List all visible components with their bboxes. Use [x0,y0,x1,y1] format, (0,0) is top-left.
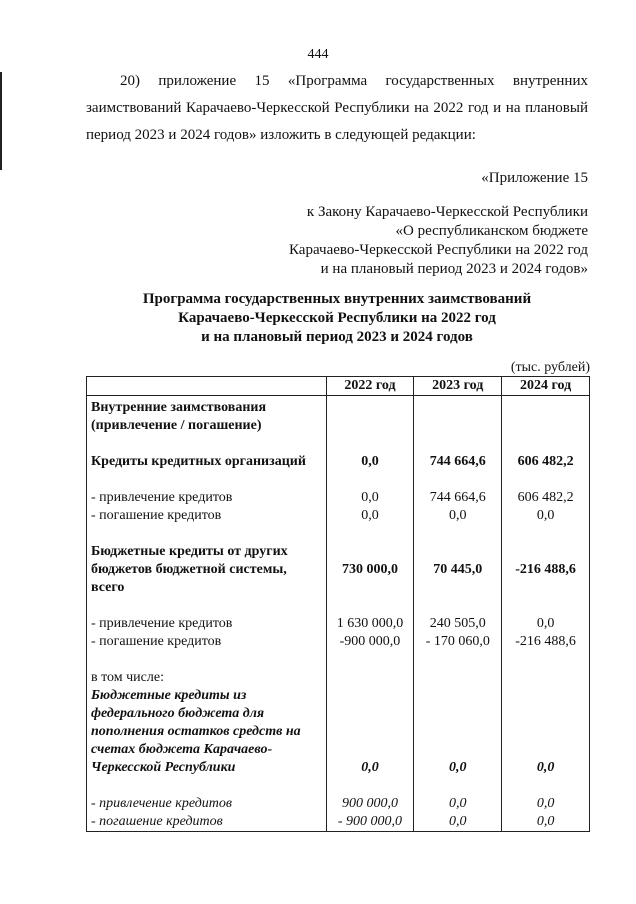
cell-2022: 0,0 [326,453,414,471]
cell-2023: 0,0 [414,813,502,832]
header-2023: 2023 год [414,377,502,396]
row-label: - погашение кредитов [87,633,327,651]
table-row [87,669,590,687]
appendix-title: «Приложение 15 [481,170,588,186]
cell-2023: 240 505,0 [414,615,502,633]
intro-line-1: 20) приложение 15 «Программа государственных внутренних [120,73,588,89]
cell-2024: -216 488,6 [502,633,590,651]
law-reference [289,203,588,279]
cell-2022: 0,0 [326,507,414,525]
table-row [87,543,590,597]
cell-2022: 900 000,0 [326,795,414,813]
including-label: в том числе: [87,669,327,687]
cell-2024: 0,0 [502,813,590,832]
document-title [86,290,588,347]
row-label: - погашение кредитов [87,507,327,525]
cell-2023: 0,0 [414,507,502,525]
header-name [87,377,327,396]
table-row [87,615,590,633]
row-label: - привлечение кредитов [87,795,327,813]
table-row [87,633,590,651]
law-ref-line-3: Карачаево-Черкесской Республики на 2022 год [289,242,588,258]
cell-2022: 0,0 [326,489,414,507]
cell-2023: 0,0 [414,687,502,777]
cell-2024: -216 488,6 [502,543,590,597]
title-line-1: Программа государственных внутренних заимствований [142,291,532,307]
cell-2022: 0,0 [326,687,414,777]
header-2022: 2022 год [326,377,414,396]
title-line-3: и на плановый период 2023 и 2024 годов [201,329,473,345]
law-ref-line-4: и на плановый период 2023 и 2024 годов» [320,261,588,277]
table-row [87,489,590,507]
cell-2022: 1 630 000,0 [326,615,414,633]
cell-2024: 0,0 [502,507,590,525]
table-row [87,507,590,525]
section-title: Внутренние заимствования (привлечение / погашение) [87,396,327,436]
cell-2022: 730 000,0 [326,543,414,597]
margin-line [0,72,2,170]
cell-2024: 606 482,2 [502,489,590,507]
cell-2023: 70 445,0 [414,543,502,597]
cell-2022: - 900 000,0 [326,813,414,832]
cell-2023: 744 664,6 [414,453,502,471]
table-row [87,453,590,471]
table-row [87,813,590,832]
page-number: 444 [307,47,329,62]
row-label: Бюджетные кредиты от других бюджетов бюджетной системы, всего [87,543,327,597]
cell-2022: -900 000,0 [326,633,414,651]
law-ref-line-1: к Закону Карачаево-Черкесской Республики [306,204,588,220]
table-row [87,687,590,777]
title-line-2: Карачаево-Черкесской Республики на 2022 год [178,310,496,326]
row-label: Бюджетные кредиты из федерального бюджета для пополнения остатков средств на счетах бюджета Карачаево-Черкесской Республики [87,687,327,777]
units-label: (тыс. рублей) [510,360,590,375]
table-row [87,795,590,813]
header-2024: 2024 год [502,377,590,396]
row-label: Кредиты кредитных организаций [87,453,327,471]
cell-2023: 0,0 [414,795,502,813]
cell-2024: 0,0 [502,795,590,813]
table-header-row [87,377,590,396]
cell-2024: 0,0 [502,687,590,777]
intro-paragraph [86,68,588,149]
row-label: - погашение кредитов [87,813,327,832]
table-row [87,396,590,436]
row-label: - привлечение кредитов [87,615,327,633]
borrowing-table [86,376,590,832]
row-label: - привлечение кредитов [87,489,327,507]
cell-2024: 606 482,2 [502,453,590,471]
cell-2023: - 170 060,0 [414,633,502,651]
cell-2024: 0,0 [502,615,590,633]
cell-2023: 744 664,6 [414,489,502,507]
intro-rest: заимствований Карачаево-Черкесской Республики на 2022 год и на плановый период 2023 и 2024 годов» изложить в следующей редакции: [86,100,588,143]
law-ref-line-2: «О республиканском бюджете [395,223,588,239]
